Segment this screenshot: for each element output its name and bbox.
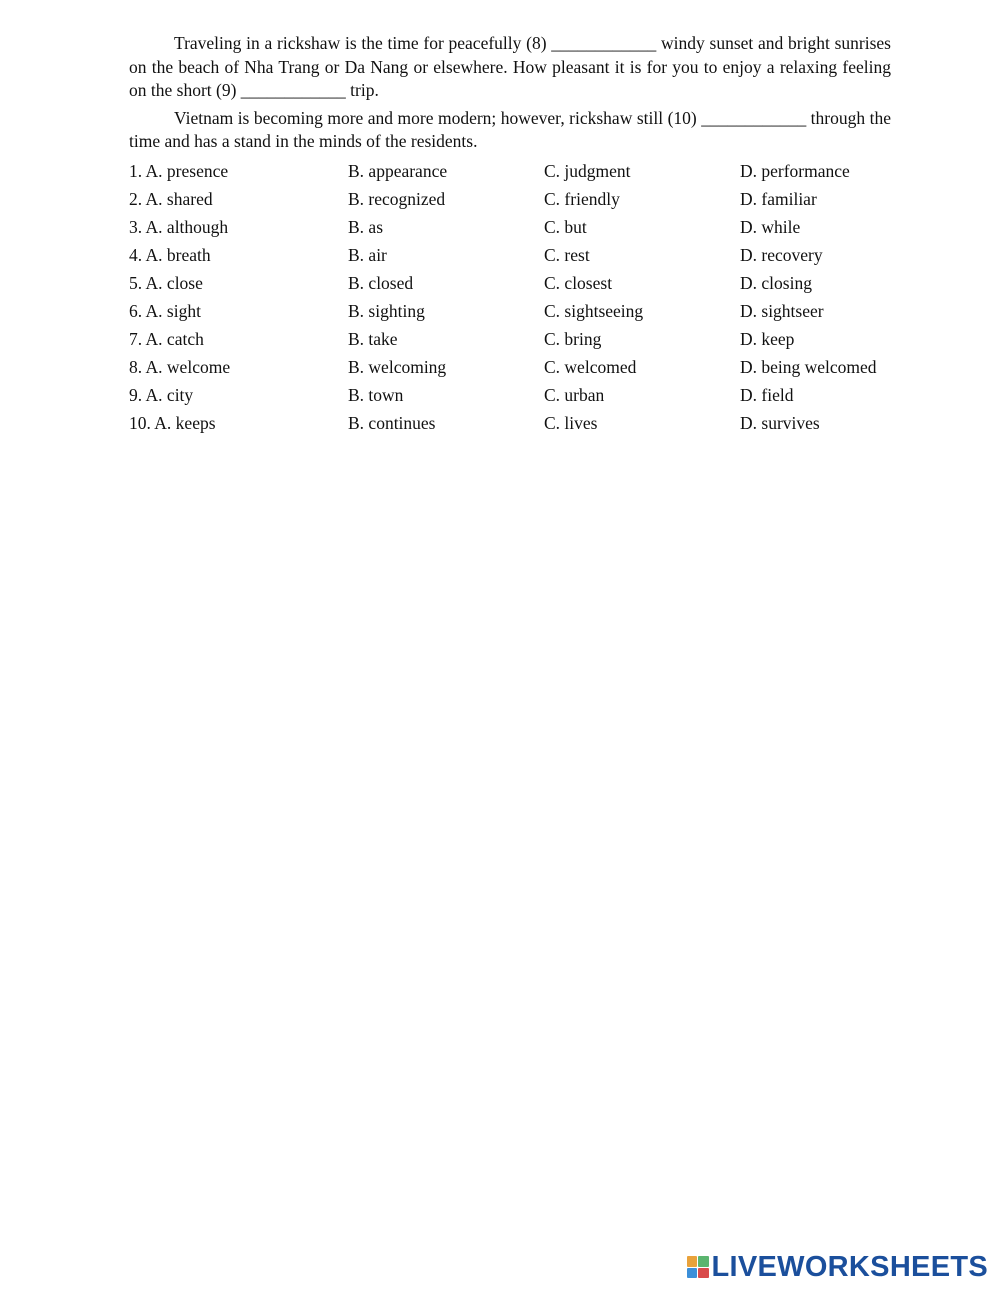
option-c: C. urban	[544, 385, 605, 405]
option-a: 9. A. city	[129, 385, 194, 405]
option-a: 6. A. sight	[129, 301, 201, 321]
option-c: C. welcomed	[544, 357, 637, 377]
option-b: B. as	[348, 217, 383, 237]
question-row-5	[129, 270, 891, 298]
option-a: 5. A. close	[129, 273, 203, 293]
option-d: D. keep	[740, 329, 795, 349]
option-d: D. field	[740, 385, 794, 405]
answer-options-table	[129, 158, 891, 438]
question-row-7	[129, 326, 891, 354]
option-b: B. closed	[348, 273, 414, 293]
question-row-4	[129, 242, 891, 270]
option-b: B. continues	[348, 413, 436, 433]
option-b: B. welcoming	[348, 357, 447, 377]
option-d: D. survives	[740, 413, 820, 433]
option-c: C. rest	[544, 245, 590, 265]
question-row-10	[129, 410, 891, 438]
question-row-9	[129, 382, 891, 410]
question-row-8	[129, 354, 891, 382]
option-a: 3. A. although	[129, 217, 229, 237]
option-b: B. air	[348, 245, 387, 265]
option-a: 10. A. keeps	[129, 413, 216, 433]
option-d: D. while	[740, 217, 801, 237]
question-row-6	[129, 298, 891, 326]
option-b: B. town	[348, 385, 404, 405]
option-c: C. but	[544, 217, 587, 237]
option-a: 4. A. breath	[129, 245, 211, 265]
question-row-2	[129, 186, 891, 214]
logo-tile	[687, 1268, 698, 1279]
option-c: C. bring	[544, 329, 602, 349]
option-c: C. friendly	[544, 189, 620, 209]
logo-tile	[698, 1256, 709, 1267]
passage-paragraph-1: Traveling in a rickshaw is the time for peacefully (8) ____________ windy sunset and bright sunrises on the beach of Nha Trang or Da Nang or elsewhere. How pleasant it is for you to enjoy a relaxing feeling on the short (9) ____________ trip.	[129, 33, 891, 100]
option-b: B. appearance	[348, 161, 448, 181]
option-c: C. judgment	[544, 161, 631, 181]
question-row-3	[129, 214, 891, 242]
option-b: B. take	[348, 329, 398, 349]
option-c: C. closest	[544, 273, 613, 293]
question-row-1	[129, 158, 891, 186]
option-a: 2. A. shared	[129, 189, 213, 209]
option-c: C. sightseeing	[544, 301, 644, 321]
logo-text: LIVEWORKSHEETS	[711, 1251, 988, 1283]
option-b: B. recognized	[348, 189, 446, 209]
option-d: D. sightseer	[740, 301, 824, 321]
option-d: D. closing	[740, 273, 812, 293]
option-a: 1. A. presence	[129, 161, 229, 181]
option-b: B. sighting	[348, 301, 425, 321]
passage-paragraph-2: Vietnam is becoming more and more modern; however, rickshaw still (10) ____________ through the time and has a stand in the minds of the residents.	[129, 107, 891, 151]
option-a: 7. A. catch	[129, 329, 204, 349]
logo-mark-icon	[687, 1256, 709, 1278]
worksheet-page	[129, 32, 891, 438]
liveworksheets-logo	[687, 1252, 989, 1282]
option-c: C. lives	[544, 413, 598, 433]
option-a: 8. A. welcome	[129, 357, 231, 377]
option-d: D. recovery	[740, 245, 823, 265]
option-d: D. being welcomed	[740, 357, 877, 377]
option-d: D. performance	[740, 161, 850, 181]
logo-tile	[698, 1268, 709, 1279]
option-d: D. familiar	[740, 189, 817, 209]
logo-tile	[687, 1256, 698, 1267]
